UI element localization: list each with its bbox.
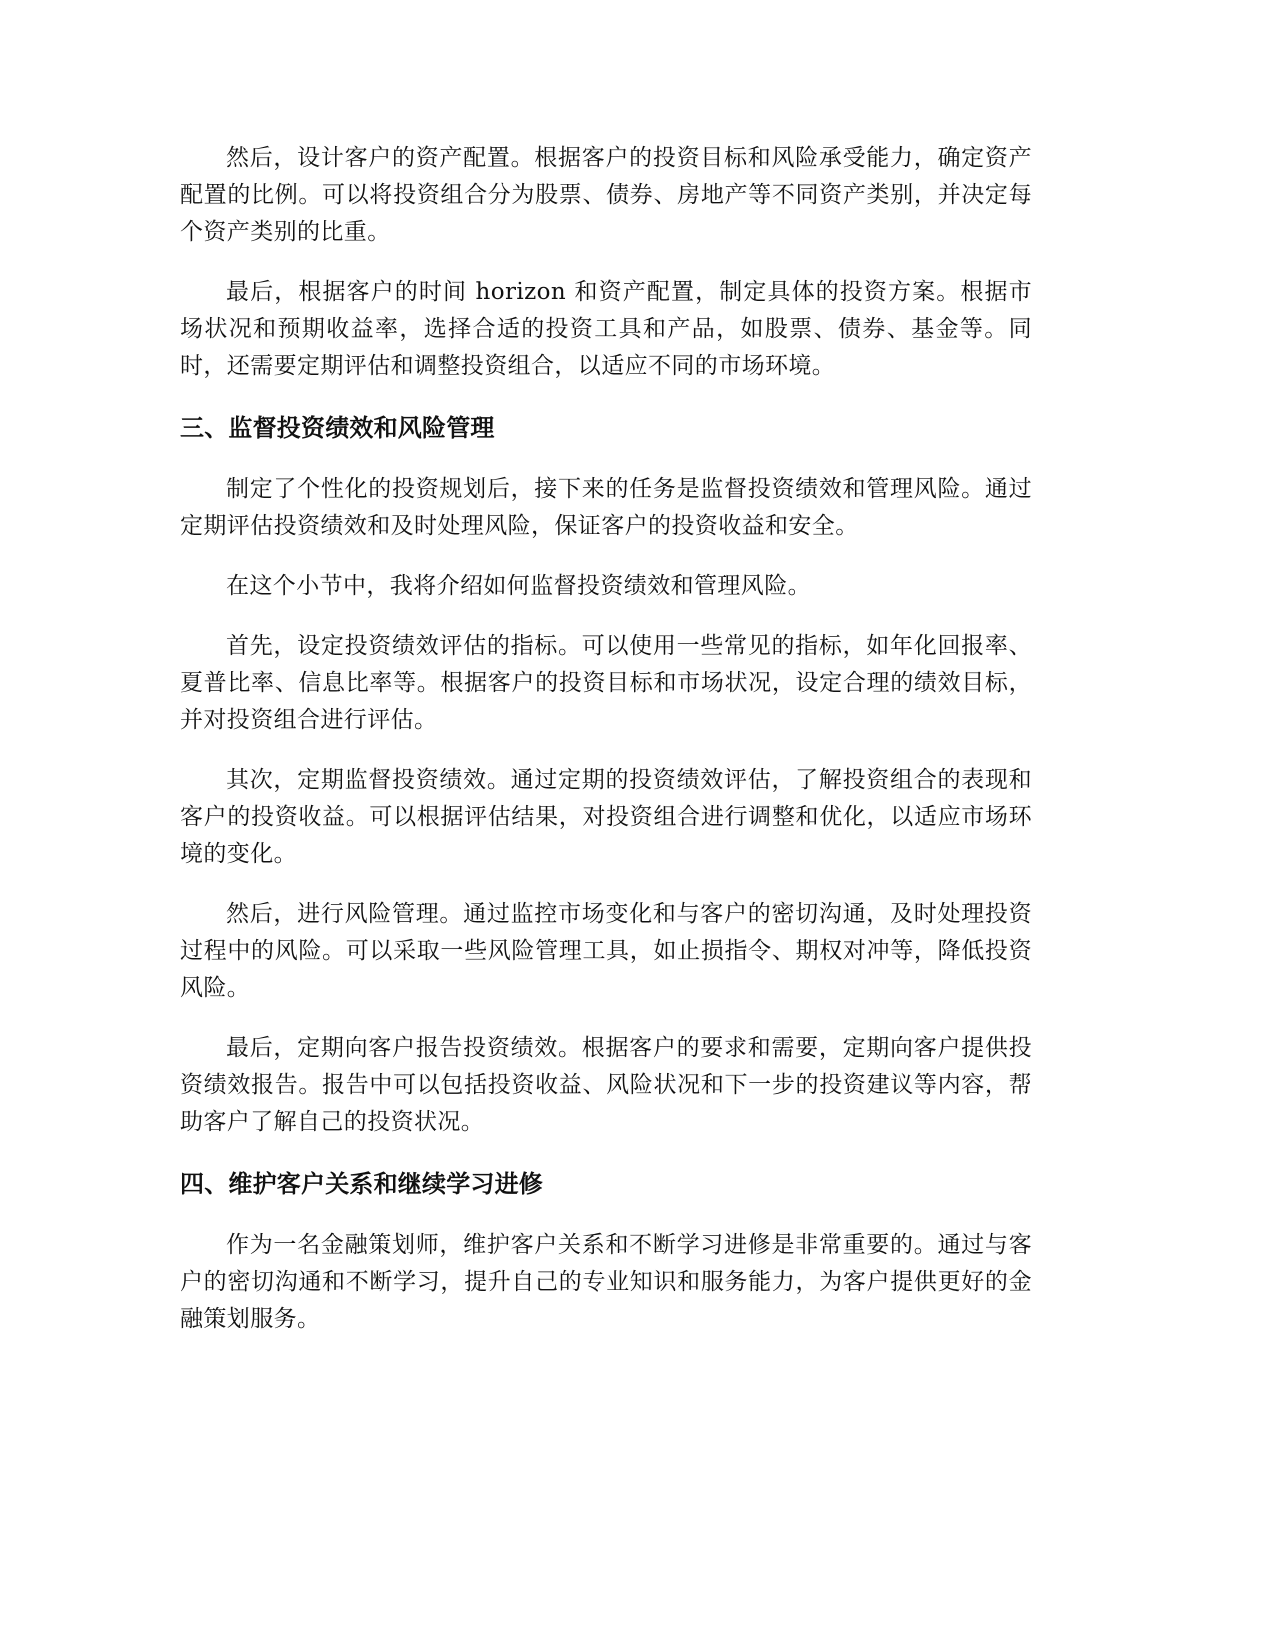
- document-body: [180, 140, 1032, 1361]
- paragraph-client-relations: 作为一名金融策划师，维护客户关系和不断学习进修是非常重要的。通过与客户的密切沟通和不断学习，提升自己的专业知识和服务能力，为客户提供更好的金融策划服务。: [180, 1232, 1032, 1332]
- paragraph-monitor-intro: 制定了个性化的投资规划后，接下来的任务是监督投资绩效和管理风险。通过定期评估投资绩效和及时处理风险，保证客户的投资收益和安全。: [180, 476, 1032, 539]
- paragraph-subsection-intro: 在这个小节中，我将介绍如何监督投资绩效和管理风险。: [226, 573, 811, 599]
- section-heading-4: 四、维护客户关系和继续学习进修: [180, 1170, 543, 1198]
- paragraph-performance-metrics: 首先，设定投资绩效评估的指标。可以使用一些常见的指标，如年化回报率、夏普比率、信息比率等。根据客户的投资目标和市场状况，设定合理的绩效目标，并对投资组合进行评估。: [180, 633, 1032, 733]
- paragraph-asset-allocation: 然后，设计客户的资产配置。根据客户的投资目标和风险承受能力，确定资产配置的比例。可以将投资组合分为股票、债券、房地产等不同资产类别，并决定每个资产类别的比重。: [180, 145, 1032, 245]
- paragraph-investment-plan: 最后，根据客户的时间 horizon 和资产配置，制定具体的投资方案。根据市场状况和预期收益率，选择合适的投资工具和产品，如股票、债券、基金等。同时，还需要定期评估和调整投资组合，以适应不同的市场环境。: [180, 279, 1032, 379]
- paragraph-risk-management: 然后，进行风险管理。通过监控市场变化和与客户的密切沟通，及时处理投资过程中的风险。可以采取一些风险管理工具，如止损指令、期权对冲等，降低投资风险。: [180, 901, 1032, 1001]
- section-heading-3: 三、监督投资绩效和风险管理: [180, 414, 495, 442]
- paragraph-client-reporting: 最后，定期向客户报告投资绩效。根据客户的要求和需要，定期向客户提供投资绩效报告。报告中可以包括投资收益、风险状况和下一步的投资建议等内容，帮助客户了解自己的投资状况。: [180, 1035, 1032, 1135]
- paragraph-periodic-monitoring: 其次，定期监督投资绩效。通过定期的投资绩效评估，了解投资组合的表现和客户的投资收益。可以根据评估结果，对投资组合进行调整和优化，以适应市场环境的变化。: [180, 767, 1032, 867]
